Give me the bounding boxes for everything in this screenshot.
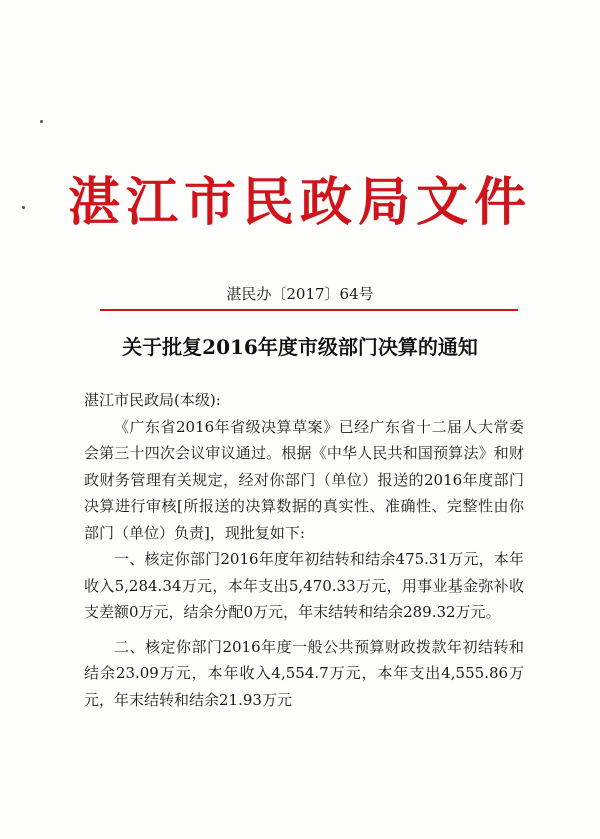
red-divider-line	[100, 309, 518, 311]
salutation: 湛江市民政局(本级):	[84, 391, 221, 409]
document-number: 湛民办〔2017〕64号	[226, 285, 374, 303]
body-paragraph: 二、核定你部门2016年度一般公共预算财政拨款年初结转和结余23.09万元，本年收入4,554.7万元，本年支出4,555.86万元，年末结转和结余21.93万元	[84, 637, 524, 709]
issuer-header: 湛江市民政局文件	[67, 173, 532, 233]
scan-speck	[40, 120, 43, 123]
document-body	[84, 387, 524, 713]
document-title: 关于批复2016年度市级部门决算的通知	[122, 335, 478, 359]
body-paragraph: 一、核定你部门2016年度年初结转和结余475.31万元，本年收入5,284.34万元，本年支出5,470.33万元，用事业基金弥补收支差额0万元，结余分配0万元，年末结转和结余289.32万元。	[84, 550, 524, 621]
body-paragraph: 《广东省2016年省级决算草案》已经广东省十二届人大常委会第三十四次会议审议通过。根据《中华人民共和国预算法》和财政财务管理有关规定，经对你部门（单位）报送的2016年度部门决算进行审核[所报送的决算数据的真实性、准确性、完整性由你部门（单位）负责]，现批复如下:	[84, 417, 524, 542]
